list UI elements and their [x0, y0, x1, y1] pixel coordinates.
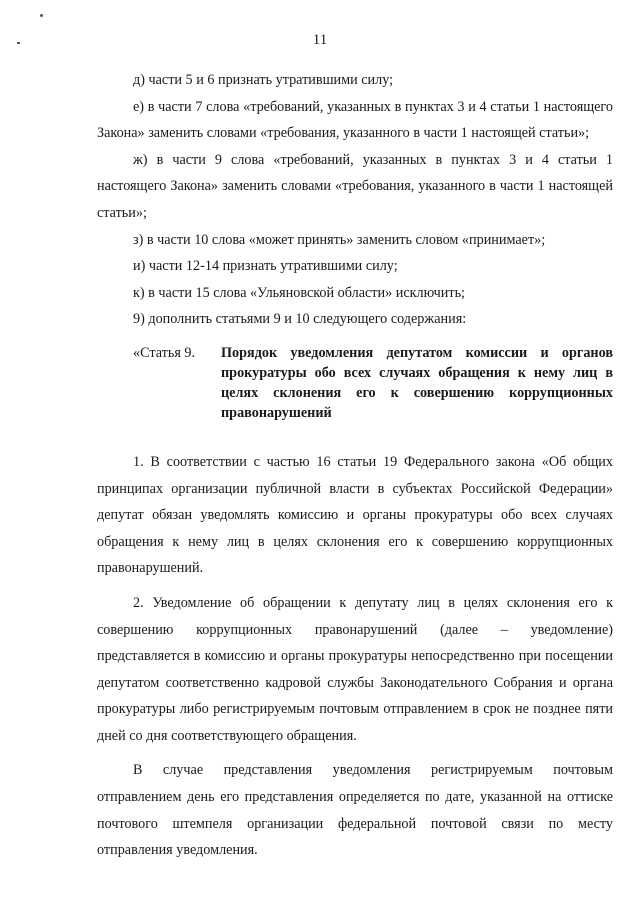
article-label: «Статья 9. [133, 344, 196, 361]
list-item-z: з) в части 10 слова «может принять» заменить словом «принимает»; [133, 231, 546, 248]
document-body [97, 67, 613, 864]
scan-speck [40, 14, 43, 17]
page-number: 11 [312, 32, 328, 48]
list-item-9: 9) дополнить статьями 9 и 10 следующего содержания: [133, 311, 467, 328]
article-paragraph-1: 1. В соответствии с частью 16 статьи 19 Федерального закона «Об общих принципах организации публичной власти в субъектах Российской Федерации» депутат обязан уведомлять комиссию и органы прокуратуры обо всех случаях обращения к нему лиц в целях склонения его к совершению коррупционных правонарушений. [97, 453, 613, 577]
article-heading [97, 343, 613, 423]
article-paragraph-3: В случае представления уведомления регистрируемым почтовым отправлением день его представления определяется по дате, указанной на оттиске почтового штемпеля организации федеральной почтовой связи по месту отправления уведомления. [97, 762, 613, 859]
article-paragraph-2: 2. Уведомление об обращении к депутату лиц в целях склонения его к совершению коррупционных правонарушений (далее – уведомление) представляется в комиссию и органы прокуратуры непосредственно при посещении депутатом соответственно кадровой службы Законодательного Собрания и органа прокуратуры либо регистрируемым почтовым отправлением в срок не позднее пяти дней со дня соответствующего обращения. [97, 594, 613, 744]
list-item-i: и) части 12-14 признать утратившими силу; [133, 258, 398, 275]
list-item-zh: ж) в части 9 слова «требований, указанных в пунктах 3 и 4 статьи 1 настоящего Закона» заменить словами «требования, указанного в части 1 настоящей статьи»; [97, 151, 613, 221]
list-item-e: е) в части 7 слова «требований, указанных в пунктах 3 и 4 статьи 1 настоящего Закона» заменить словами «требования, указанного в части 1 настоящей статьи»; [97, 98, 613, 142]
list-item-d: д) части 5 и 6 признать утратившими силу; [133, 72, 394, 88]
article-title: Порядок уведомления депутатом комиссии и органов прокуратуры обо всех случаях обращения к нему лиц в целях склонения его к совершению коррупционных правонарушений [221, 344, 613, 421]
list-item-k: к) в части 15 слова «Ульяновской области» исключить; [133, 284, 465, 301]
